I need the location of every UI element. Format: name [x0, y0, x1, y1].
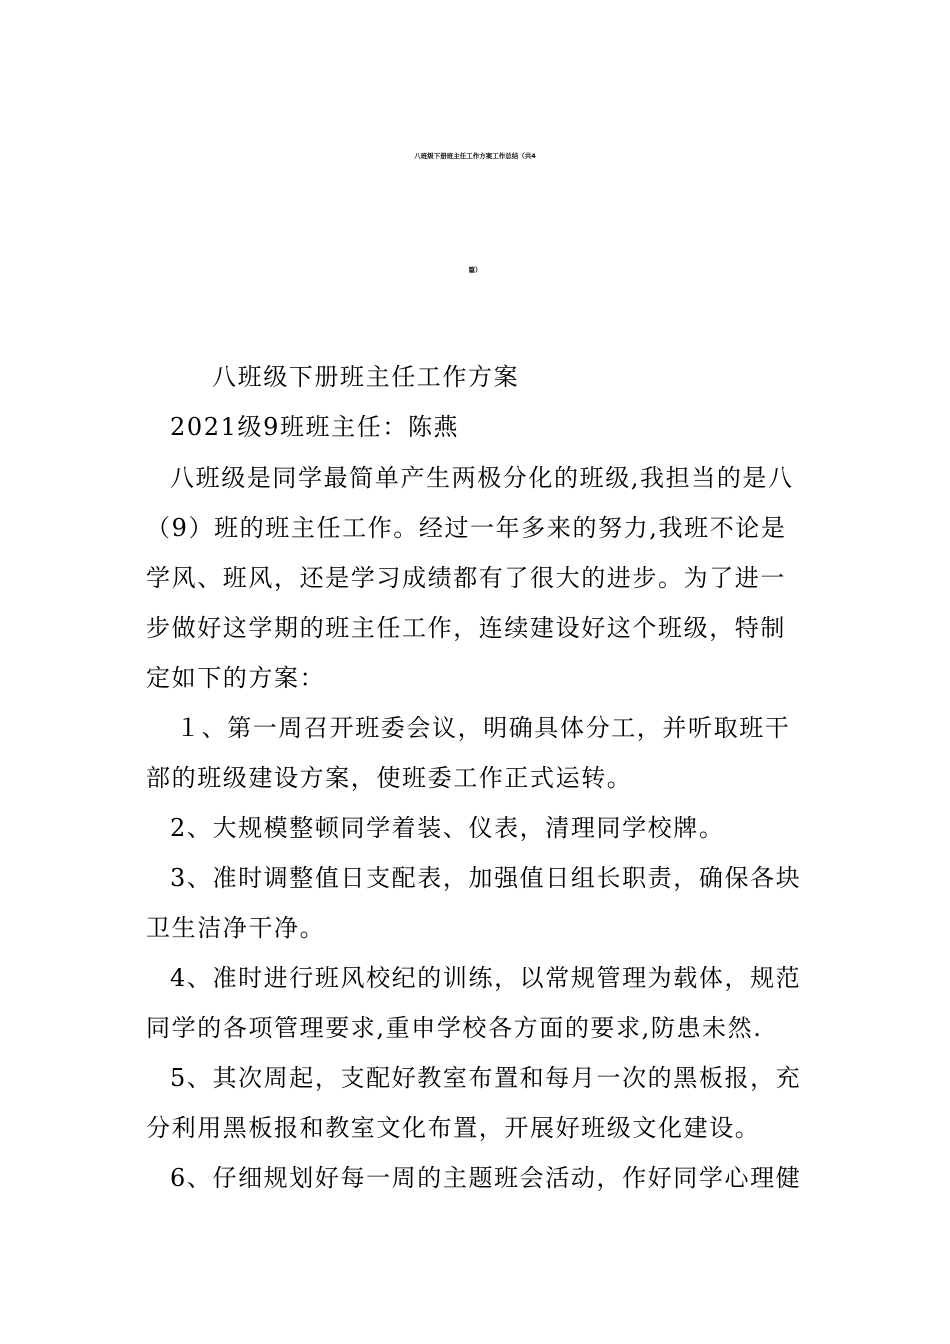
- list-item-line: 2、大规模整顿同学着装、仪表，清理同学校牌。: [170, 814, 725, 842]
- list-item-line: 6、仔细规划好每一周的主题班会活动，作好同学心理健: [170, 1164, 802, 1192]
- list-item-line: 5、其次周起，支配好教室布置和每月一次的黑板报，充: [170, 1064, 802, 1092]
- paragraph-line: （9）班的班主任工作。经过一年多来的努力,我班不论是: [146, 514, 787, 542]
- document-title-line-1: 八班级下册班主任工作方案工作总结（共4: [414, 152, 536, 160]
- paragraph-line: 学风、班风，还是学习成绩都有了很大的进步。为了进一: [146, 564, 786, 592]
- paragraph-line: 步做好这学期的班主任工作，连续建设好这个班级，特制: [146, 614, 786, 642]
- paragraph-line: 八班级是同学最简单产生两极分化的班级,我担当的是八: [170, 464, 794, 492]
- list-item-line: 卫生洁净干净。: [146, 914, 326, 942]
- list-item-line: 分利用黑板报和教室文化布置，开展好班级文化建设。: [146, 1114, 761, 1142]
- list-item-line: 4、准时进行班风校纪的训练，以常规管理为载体，规范: [170, 964, 802, 992]
- document-title-line-2: 篇）: [468, 266, 482, 274]
- list-item-line: 3、准时调整值日支配表，加强值日组长职责，确保各块: [170, 864, 802, 892]
- list-item-line: 部的班级建设方案，使班委工作正式运转。: [146, 764, 633, 792]
- author-line: 2021级9班班主任：陈燕: [170, 413, 460, 441]
- list-item-line: １、第一周召开班委会议，明确具体分工，并听取班干: [176, 714, 791, 742]
- paragraph-line: 定如下的方案：: [146, 664, 326, 692]
- list-item-line: 同学的各项管理要求,重申学校各方面的要求,防患未然.: [146, 1014, 763, 1042]
- plan-heading: 八班级下册班主任工作方案: [212, 363, 520, 391]
